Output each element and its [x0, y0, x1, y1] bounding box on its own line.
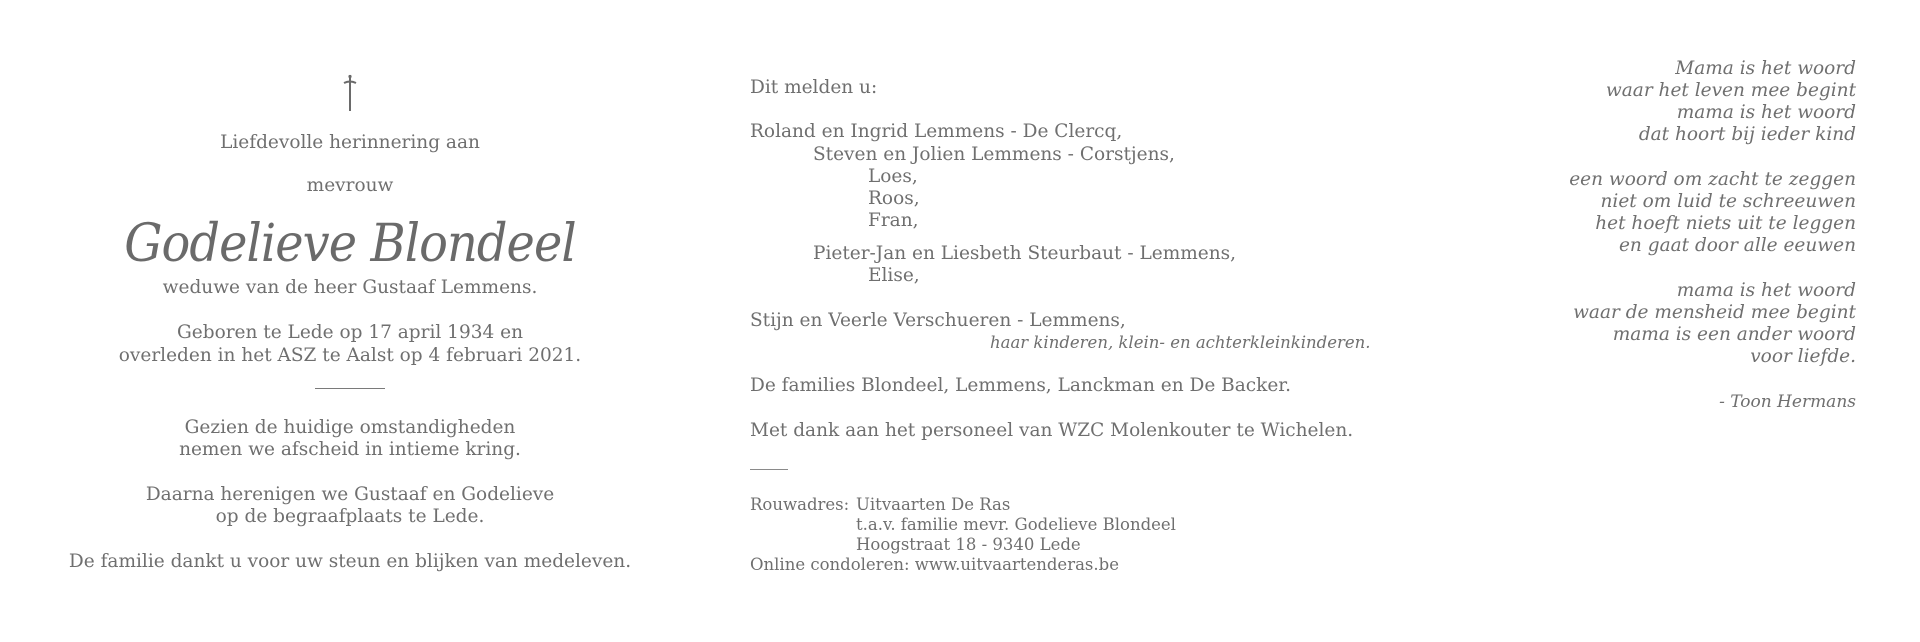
online-condolence-text: Online condoleren: www.uitvaartenderas.be	[750, 555, 1119, 574]
born-text: Geboren te Lede op 17 april 1934 en	[177, 322, 523, 343]
family-line: Loes,	[868, 166, 918, 187]
descendants-line: haar kinderen, klein- en achterkleinkinderen.	[990, 333, 1371, 352]
poem-line: het hoeft niets uit te leggen	[1595, 213, 1856, 234]
poem-line: Mama is het woord	[1675, 58, 1856, 79]
memorial-panel	[40, 0, 660, 642]
poem-line: een woord om zacht te zeggen	[1569, 169, 1856, 190]
divider	[750, 469, 788, 470]
family-line: Steven en Jolien Lemmens - Corstjens,	[813, 144, 1175, 165]
reunite-line-1: Daarna herenigen we Gustaaf en Godelieve	[145, 484, 555, 505]
poem-line: dat hoort bij ieder kind	[1638, 124, 1856, 145]
poem-line: mama is een ander woord	[1612, 324, 1856, 345]
family-line: Roos,	[868, 188, 920, 209]
reunite-line-2: op de begraafplaats te Lede.	[215, 506, 485, 527]
divider	[315, 388, 385, 389]
widow-text: weduwe van de heer Gustaaf Lemmens.	[162, 277, 538, 298]
farewell-line-2: nemen we afscheid in intieme kring.	[179, 439, 521, 460]
families-text: De families Blondeel, Lemmens, Lanckman en De Backer.	[750, 375, 1291, 396]
died-text: overleden in het ASZ te Aalst op 4 februari 2021.	[118, 345, 582, 366]
family-line: Elise,	[868, 265, 920, 286]
announce-text: Dit melden u:	[750, 77, 878, 98]
poem-line: niet om luid te schreeuwen	[1600, 191, 1856, 212]
address-line: Hoogstraat 18 - 9340 Lede	[856, 535, 1081, 554]
address-label: Rouwadres:	[750, 495, 850, 514]
announcement-panel	[750, 0, 1470, 642]
family-line: Stijn en Veerle Verschueren - Lemmens,	[750, 310, 1126, 331]
thanks-text: De familie dankt u voor uw steun en blijken van medeleven.	[68, 551, 632, 572]
address-line: t.a.v. familie mevr. Godelieve Blondeel	[856, 515, 1176, 534]
poem-line: mama is het woord	[1676, 280, 1856, 301]
family-line: Fran,	[868, 210, 919, 231]
poem-line: waar het leven mee begint	[1605, 80, 1856, 101]
poem-line: mama is het woord	[1676, 102, 1856, 123]
title-text: mevrouw	[306, 175, 394, 196]
poem-line: voor liefde.	[1750, 346, 1856, 367]
intro-text: Liefdevolle herinnering aan	[220, 132, 480, 153]
cross-icon	[341, 74, 359, 112]
deceased-name: Godelieve Blondeel	[124, 214, 576, 274]
poem-line: en gaat door alle eeuwen	[1618, 235, 1856, 256]
address-line: Uitvaarten De Ras	[856, 495, 1011, 514]
family-line: Pieter-Jan en Liesbeth Steurbaut - Lemmens,	[813, 243, 1237, 264]
farewell-line-1: Gezien de huidige omstandigheden	[184, 417, 516, 438]
family-line: Roland en Ingrid Lemmens - De Clercq,	[750, 121, 1123, 142]
poem-author: - Toon Hermans	[1719, 392, 1856, 412]
poem-panel	[1440, 0, 1856, 642]
staff-thanks-text: Met dank aan het personeel van WZC Molenkouter te Wichelen.	[750, 420, 1354, 441]
poem-line: waar de mensheid mee begint	[1573, 302, 1856, 323]
